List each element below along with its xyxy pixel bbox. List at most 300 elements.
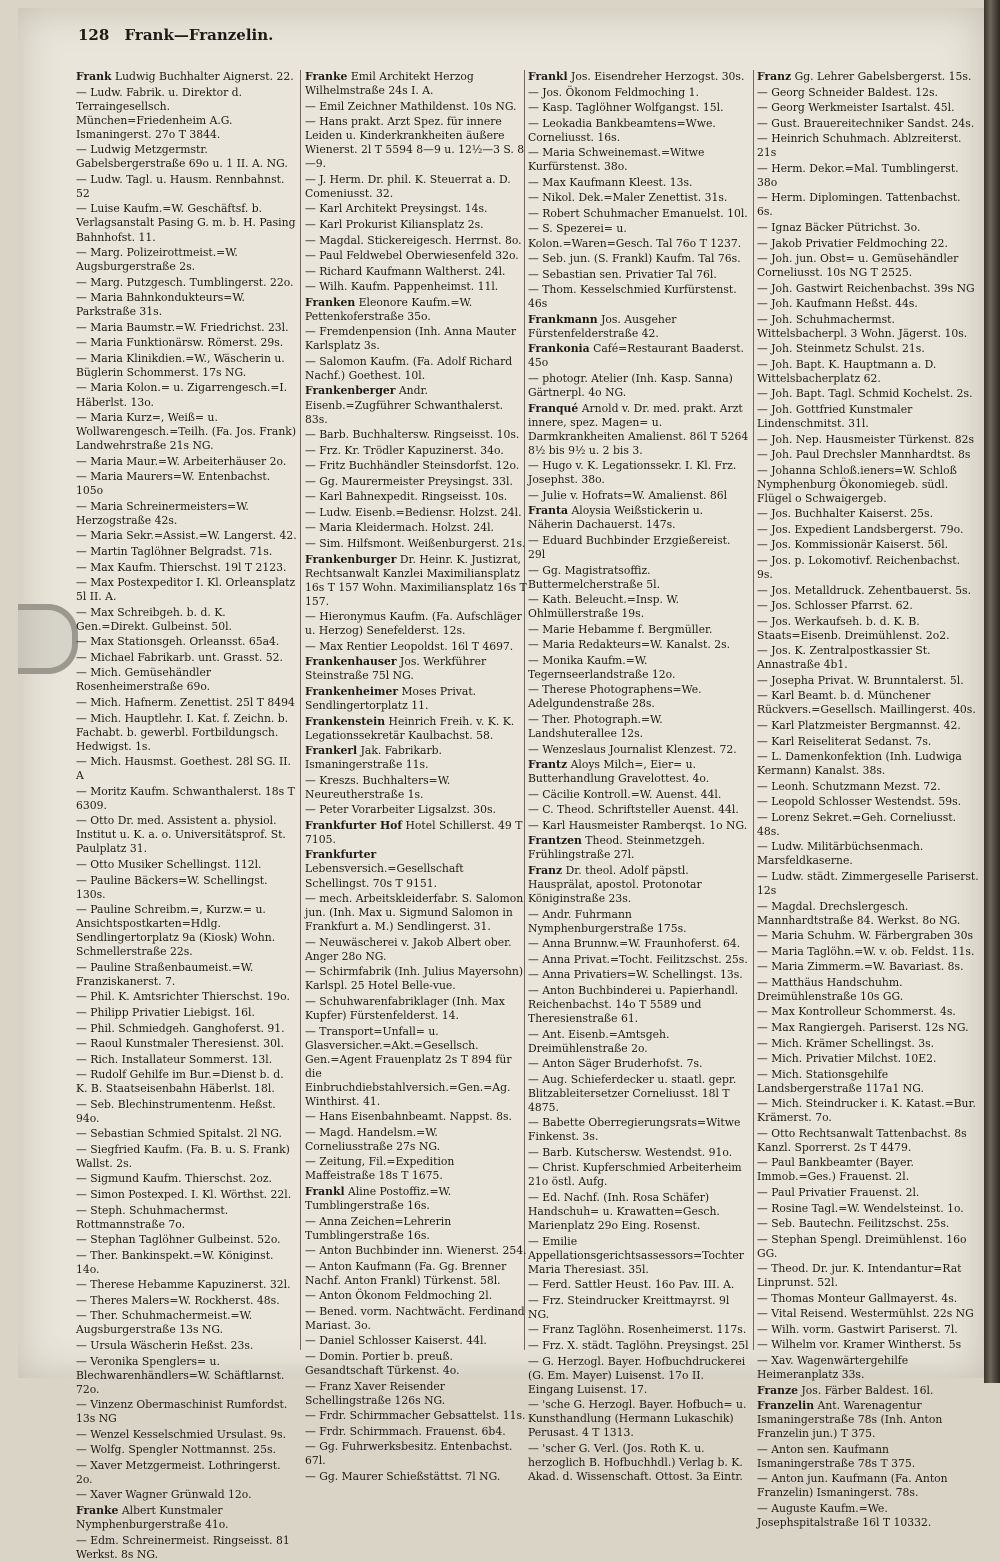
entry-text: — Matthäus Handschuhm. Dreimühlenstraße 10s GG. bbox=[757, 975, 904, 1003]
directory-entry bbox=[76, 411, 298, 453]
directory-entry bbox=[528, 1161, 750, 1189]
directory-entry bbox=[757, 101, 979, 115]
directory-entry bbox=[305, 1289, 527, 1303]
directory-entry bbox=[757, 674, 979, 688]
entry-text: — Maria Schweinemast.=Witwe Kurfürstenst. 38o. bbox=[528, 146, 705, 174]
page-number: 128 bbox=[78, 26, 110, 44]
entry-surname: Frankerl bbox=[305, 744, 358, 758]
entry-text: — Maria Kolon.= u. Zigarrengesch.=I. Häberlst. 13o. bbox=[76, 381, 288, 409]
entry-text: — Frdr. Schirmmacher Gebsattelst. 11s. bbox=[305, 1409, 526, 1423]
directory-entry bbox=[76, 1006, 298, 1020]
entry-surname: Frankenstein bbox=[305, 714, 386, 728]
directory-entry bbox=[76, 755, 298, 783]
column-3 bbox=[528, 70, 750, 1483]
entry-text: — Mich. Steindrucker i. K. Katast.=Bur. Krämerst. 7o. bbox=[757, 1097, 976, 1125]
directory-entry bbox=[757, 1354, 979, 1382]
column-divider bbox=[300, 70, 301, 1350]
directory-entry bbox=[305, 355, 527, 383]
entry-text: — Jos. Kommissionär Kaiserst. 56l. bbox=[757, 538, 949, 552]
entry-text: — Joh. Paul Drechsler Mannhardtst. 8s bbox=[757, 448, 971, 462]
directory-entry bbox=[305, 1126, 527, 1154]
directory-entry bbox=[76, 246, 298, 274]
entry-text: — Magdal. Stickereigesch. Herrnst. 8o. bbox=[305, 233, 522, 247]
entry-text: — Wilhelm vor. Kramer Wintherst. 5s bbox=[757, 1338, 962, 1352]
directory-entry bbox=[305, 1350, 527, 1378]
directory-entry bbox=[305, 1305, 527, 1333]
directory-entry bbox=[76, 576, 298, 604]
directory-entry bbox=[528, 459, 750, 487]
directory-entry bbox=[305, 1244, 527, 1258]
entry-text: Eleonore Kaufm.=W. Pettenkoferstraße 35o. bbox=[305, 295, 473, 323]
directory-entry bbox=[757, 1443, 979, 1471]
directory-entry bbox=[757, 1052, 979, 1066]
entry-text: — Maria Kurz=, Weiß= u. Wollwarengesch.=Teilh. (Fa. Jos. Frank) Landwehrstraße 21s NG. bbox=[76, 411, 297, 453]
directory-entry bbox=[757, 719, 979, 733]
directory-entry bbox=[76, 86, 298, 142]
directory-entry bbox=[757, 1156, 979, 1184]
entry-text: — Max Kaufm. Thierschst. 19l T 2123. bbox=[76, 560, 287, 574]
directory-entry bbox=[76, 1534, 298, 1562]
entry-text: — Jos. Schlosser Pfarrst. 62. bbox=[757, 599, 913, 613]
entry-text: — Neuwäscherei v. Jakob Albert ober. Anger 28o NG. bbox=[305, 935, 512, 963]
entry-text: — Sebastian Schmied Spitalst. 2l NG. bbox=[76, 1127, 282, 1141]
entry-text: — Aug. Schieferdecker u. staatl. gepr. Blitzableitersetzer Corneliusst. 18l T 4875. bbox=[528, 1072, 737, 1114]
entry-text: — S. Spezerei= u. Kolon.=Waren=Gesch. Tal 76o T 1237. bbox=[528, 222, 742, 250]
directory-entry bbox=[305, 384, 527, 426]
entry-text: — Vital Reisend. Westermühlst. 22s NG bbox=[757, 1307, 974, 1321]
entry-text: — J. Herm. Dr. phil. K. Steuerrat a. D. Comeniusst. 32. bbox=[305, 172, 511, 200]
directory-entry bbox=[76, 455, 298, 469]
directory-entry bbox=[757, 811, 979, 839]
directory-entry bbox=[305, 655, 527, 683]
directory-entry bbox=[528, 593, 750, 621]
entry-text: — Mich. Krämer Schellingst. 3s. bbox=[757, 1036, 935, 1050]
directory-entry bbox=[757, 1323, 979, 1337]
directory-entry bbox=[757, 780, 979, 794]
entry-text: — Marg. Polizeirottmeist.=W. Augsburgerstraße 2s. bbox=[76, 246, 238, 274]
directory-entry bbox=[305, 459, 527, 473]
entry-text: — Rosine Tagl.=W. Wendelsteinst. 1o. bbox=[757, 1201, 964, 1215]
entry-text: — Emil Zeichner Mathildenst. 10s NG. bbox=[305, 99, 517, 113]
directory-entry bbox=[528, 1028, 750, 1056]
entry-text: — Frz. X. städt. Taglöhn. Preysingst. 25l bbox=[528, 1338, 749, 1352]
entry-text: — 'sche G. Herzogl. Bayer. Hofbuch= u. Kunsthandlung (Hermann Lukaschik) Perusast. 4 T 1313. bbox=[528, 1398, 747, 1440]
entry-text: — Transport=Unfall= u. Glasversicher.=Akt.=Gesellsch. Gen.=Agent Frauenplatz 2s T 894 für die Einbruchdiebstahlversich.=Gen.=Ag. Winthirst. 41. bbox=[305, 1024, 512, 1108]
entry-text: — Gg. Fuhrwerksbesitz. Entenbachst. 67l. bbox=[305, 1440, 513, 1468]
entry-text: — Joh. Bapt. Tagl. Schmid Kochelst. 2s. bbox=[757, 387, 973, 401]
entry-text: — Cäcilie Kontroll.=W. Auenst. 44l. bbox=[528, 787, 722, 801]
entry-text: — Karl Hausmeister Ramberqst. 1o NG. bbox=[528, 818, 748, 832]
entry-text: — Ludw. Fabrik. u. Direktor d. Terraingesellsch. München=Friedenheim A.G. Ismaningerst. 27o T 3844. bbox=[76, 85, 243, 141]
directory-entry bbox=[757, 1262, 979, 1290]
directory-entry bbox=[528, 1294, 750, 1322]
directory-entry bbox=[305, 280, 527, 294]
entry-text: — Maria Maur.=W. Arbeiterhäuser 2o. bbox=[76, 454, 287, 468]
directory-entry bbox=[305, 70, 527, 98]
entry-surname: Franken bbox=[305, 295, 356, 309]
directory-entry bbox=[305, 249, 527, 263]
directory-entry bbox=[76, 173, 298, 201]
entry-text: — Maria Redakteurs=W. Kanalst. 2s. bbox=[528, 638, 731, 652]
entry-text: — Pauline Straßenbaumeist.=W. Franziskanerst. 7. bbox=[76, 960, 254, 988]
directory-entry bbox=[76, 1294, 298, 1308]
directory-entry bbox=[528, 1278, 750, 1292]
directory-entry bbox=[757, 162, 979, 190]
directory-entry bbox=[757, 448, 979, 462]
entry-text: — Max Stationsgeh. Orleansst. 65a4. bbox=[76, 635, 280, 649]
entry-text: — Thomas Monteur Gallmayerst. 4s. bbox=[757, 1291, 958, 1305]
entry-text: — Monika Kaufm.=W. Tegernseerlandstraße 12o. bbox=[528, 653, 676, 681]
directory-entry bbox=[757, 1037, 979, 1051]
directory-entry bbox=[757, 945, 979, 959]
directory-entry bbox=[305, 640, 527, 654]
directory-entry bbox=[305, 1470, 527, 1484]
entry-text: Gg. Lehrer Gabelsbergerst. 15s. bbox=[794, 70, 972, 83]
directory-entry bbox=[76, 1204, 298, 1232]
directory-entry bbox=[528, 534, 750, 562]
directory-entry bbox=[305, 965, 527, 993]
entry-text: — Fritz Buchhändler Steinsdorfst. 12o. bbox=[305, 459, 520, 473]
entry-text: — Mich. Hauptlehr. I. Kat. f. Zeichn. b. Fachabt. b. gewerbl. Fortbildungsch. Hedwigst. 1s. bbox=[76, 711, 289, 753]
entry-text: — Maria Baumstr.=W. Friedrichst. 23l. bbox=[76, 320, 289, 334]
entry-text: — Therese Hebamme Kapuzinerst. 32l. bbox=[76, 1278, 291, 1292]
entry-text: — Jos. Ökonom Feldmoching 1. bbox=[528, 85, 699, 99]
directory-entry bbox=[305, 537, 527, 551]
entry-text: — Gg. Maurer Schießstättst. 7l NG. bbox=[305, 1469, 501, 1483]
entry-text: Jos. Eisendreher Herzogst. 30s. bbox=[571, 70, 745, 83]
directory-entry bbox=[76, 1188, 298, 1202]
entry-text: — C. Theod. Schriftsteller Auenst. 44l. bbox=[528, 803, 739, 817]
directory-entry bbox=[528, 268, 750, 282]
entry-surname: Frankenberger bbox=[305, 384, 396, 398]
directory-entry bbox=[305, 325, 527, 353]
directory-entry bbox=[757, 342, 979, 356]
directory-entry bbox=[757, 252, 979, 280]
entry-surname: Franzelin bbox=[757, 1399, 815, 1413]
directory-entry bbox=[528, 1339, 750, 1353]
entry-text: — Fremdenpension (Inh. Anna Mauter Karlsplatz 3s. bbox=[305, 325, 517, 353]
directory-entry bbox=[528, 1073, 750, 1115]
entry-text: Andr. Eisenb.=Zugführer Schwanthalerst. 83s. bbox=[305, 384, 504, 426]
directory-entry bbox=[528, 176, 750, 190]
directory-entry bbox=[76, 70, 298, 84]
directory-entry bbox=[305, 265, 527, 279]
entry-text: — Rudolf Gehilfe im Bur.=Dienst b. d. K. B. Staatseisenbahn Häberlst. 18l. bbox=[76, 1068, 284, 1096]
directory-entry bbox=[76, 1127, 298, 1141]
entry-text: — Jos. p. Lokomotivf. Reichenbachst. 9s. bbox=[757, 554, 961, 582]
entry-text: — Hans Eisenbahnbeamt. Nappst. 8s. bbox=[305, 1110, 512, 1124]
directory-entry bbox=[528, 758, 750, 786]
directory-entry bbox=[305, 1185, 527, 1213]
entry-text: Albert Kunstmaler Nymphenburgerstraße 41o. bbox=[76, 1504, 229, 1532]
directory-entry bbox=[528, 1355, 750, 1397]
entry-text: — photogr. Atelier (Inh. Kasp. Sanna) Gärtnerpl. 4o NG. bbox=[528, 371, 733, 399]
entry-text: — Paul Privatier Frauenst. 2l. bbox=[757, 1185, 920, 1199]
entry-text: — Sigmund Kaufm. Thierschst. 2oz. bbox=[76, 1172, 272, 1186]
directory-entry bbox=[76, 1488, 298, 1502]
entry-text: Theod. Steinmetzgeh. Frühlingstraße 27l. bbox=[528, 834, 705, 862]
entry-text: — Julie v. Hofrats=W. Amalienst. 86l bbox=[528, 488, 728, 502]
entry-text: — Anton Kaufmann (Fa. Gg. Brenner Nachf. Anton Frankl) Türkenst. 58l. bbox=[305, 1259, 507, 1287]
entry-text: — Max Kontrolleur Schommerst. 4s. bbox=[757, 1005, 956, 1019]
entry-text: — Joh. Bapt. K. Hauptmann a. D. Wittelsbacherplatz 62. bbox=[757, 357, 937, 385]
directory-entry bbox=[528, 222, 750, 250]
directory-entry bbox=[305, 115, 527, 171]
entry-text: — Phil. K. Amtsrichter Thierschst. 19o. bbox=[76, 990, 290, 1004]
entry-text: — Seb. Bautechn. Feilitzschst. 25s. bbox=[757, 1217, 950, 1231]
directory-entry bbox=[757, 1068, 979, 1096]
entry-surname: Frankenhauser bbox=[305, 655, 397, 669]
directory-entry bbox=[528, 1191, 750, 1233]
directory-entry bbox=[76, 606, 298, 634]
directory-entry bbox=[528, 252, 750, 266]
directory-entry bbox=[76, 291, 298, 319]
entry-text: — Ther. Photograph.=W. Landshuterallee 12s. bbox=[528, 713, 663, 741]
entry-text: — Leopold Schlosser Westendst. 59s. bbox=[757, 795, 962, 809]
directory-entry bbox=[305, 803, 527, 817]
directory-entry bbox=[305, 428, 527, 442]
directory-entry bbox=[528, 117, 750, 145]
directory-entry bbox=[76, 1249, 298, 1277]
entry-text: — Gg. Magistratsoffiz. Buttermelcherstraße 5l. bbox=[528, 563, 661, 591]
directory-entry bbox=[76, 712, 298, 754]
directory-entry bbox=[305, 1425, 527, 1439]
entry-text: — Maria Bahnkondukteurs=W. Parkstraße 31s. bbox=[76, 291, 245, 319]
directory-entry bbox=[305, 685, 527, 713]
directory-entry bbox=[76, 1504, 298, 1532]
directory-entry bbox=[757, 464, 979, 506]
entry-text: Café=Restaurant Baaderst. 45o bbox=[528, 342, 744, 370]
directory-entry bbox=[76, 352, 298, 380]
directory-entry bbox=[528, 564, 750, 592]
entry-text: — Kath. Beleucht.=Insp. W. Ohlmüllerstraße 19s. bbox=[528, 593, 680, 621]
directory-entry bbox=[305, 819, 527, 847]
entry-text: — Paul Bankbeamter (Bayer. Immob.=Ges.) Frauenst. 2l. bbox=[757, 1156, 914, 1184]
entry-text: — Peter Vorarbeiter Ligsalzst. 30s. bbox=[305, 803, 496, 817]
entry-text: — Andr. Fuhrmann Nymphenburgerstraße 175s. bbox=[528, 907, 687, 935]
entry-text: — Theod. Dr. jur. K. Intendantur=Rat Linprunst. 52l. bbox=[757, 1262, 962, 1290]
entry-text: — Ferd. Sattler Heust. 16o Pav. III. A. bbox=[528, 1278, 735, 1292]
entry-text: — Wilh. vorm. Gastwirt Pariserst. 7l. bbox=[757, 1322, 958, 1336]
directory-entry bbox=[305, 202, 527, 216]
entry-surname: Frankenburger bbox=[305, 552, 397, 566]
directory-entry bbox=[76, 1053, 298, 1067]
entry-text: — Mich. Stationsgehilfe Landsbergerstraße 117a1 NG. bbox=[757, 1067, 924, 1095]
entry-text: — Ignaz Bäcker Pütrichst. 3o. bbox=[757, 220, 921, 234]
directory-entry bbox=[528, 953, 750, 967]
entry-text: — Barb. Buchhaltersw. Ringseisst. 10s. bbox=[305, 428, 520, 442]
entry-text: — Theres Malers=W. Rockherst. 48s. bbox=[76, 1293, 280, 1307]
entry-text: — Ludw. städt. Zimmergeselle Pariserst. 12s bbox=[757, 869, 979, 898]
directory-entry bbox=[757, 599, 979, 613]
directory-entry bbox=[305, 444, 527, 458]
directory-entry bbox=[757, 1384, 979, 1398]
directory-entry bbox=[528, 834, 750, 862]
entry-text: — Sebastian sen. Privatier Tal 76l. bbox=[528, 267, 717, 281]
directory-entry bbox=[76, 500, 298, 528]
directory-entry bbox=[305, 610, 527, 638]
page-header bbox=[78, 26, 978, 48]
directory-entry bbox=[305, 892, 527, 934]
entry-text: — Leonh. Schutzmann Mezst. 72. bbox=[757, 779, 941, 793]
entry-text: — Frdr. Schirmmach. Frauenst. 6b4. bbox=[305, 1424, 506, 1438]
entry-text: — Max Kaufmann Kleest. 13s. bbox=[528, 175, 693, 189]
directory-entry bbox=[757, 1202, 979, 1216]
directory-entry bbox=[528, 1146, 750, 1160]
directory-entry bbox=[305, 1110, 527, 1124]
directory-entry bbox=[305, 475, 527, 489]
directory-entry bbox=[757, 750, 979, 778]
entry-text: — Anna Privat.=Tocht. Feilitzschst. 25s. bbox=[528, 952, 748, 966]
entry-text: — Daniel Schlosser Kaiserst. 44l. bbox=[305, 1334, 487, 1348]
entry-text: — Anton Buchbinderei u. Papierhandl. Reichenbachst. 14o T 5589 und Theresienstraße 61. bbox=[528, 983, 739, 1025]
entry-text: — Xaver Metzgermeist. Lothringerst. 2o. bbox=[76, 1458, 281, 1486]
directory-entry bbox=[528, 101, 750, 115]
entry-text: — Jos. Metalldruck. Zehentbauerst. 5s. bbox=[757, 583, 972, 597]
directory-entry bbox=[305, 1409, 527, 1423]
directory-entry bbox=[76, 1355, 298, 1397]
directory-entry bbox=[76, 561, 298, 575]
directory-entry bbox=[528, 984, 750, 1026]
directory-entry bbox=[305, 1380, 527, 1408]
directory-entry bbox=[76, 336, 298, 350]
entry-text: — Max Postexpeditor I. Kl. Orleansplatz 5l II. A. bbox=[76, 576, 296, 604]
directory-entry bbox=[305, 1155, 527, 1183]
directory-entry bbox=[528, 864, 750, 906]
directory-entry bbox=[528, 1398, 750, 1440]
entry-text: — Joh. jun. Obst= u. Gemüsehändler Corneliusst. 10s NG T 2525. bbox=[757, 252, 959, 280]
directory-entry bbox=[528, 1235, 750, 1277]
directory-entry bbox=[528, 623, 750, 637]
directory-entry bbox=[305, 490, 527, 504]
directory-entry bbox=[757, 1307, 979, 1321]
directory-entry bbox=[528, 683, 750, 711]
entry-text: — Martin Taglöhner Belgradst. 71s. bbox=[76, 545, 273, 558]
directory-entry bbox=[757, 433, 979, 447]
entry-text: Moses Privat. Sendlingertorplatz 11. bbox=[305, 684, 477, 712]
entry-text: — Moritz Kaufm. Schwanthalerst. 18s T 6309. bbox=[76, 784, 295, 812]
entry-text: — Schuhwarenfabriklager (Inh. Max Kupfer) Fürstenfelderst. 14. bbox=[305, 994, 505, 1022]
entry-text: Aloysia Weißstickerin u. Näherin Dachauerst. 147s. bbox=[528, 504, 704, 532]
directory-entry bbox=[757, 132, 979, 160]
entry-text: — Wilh. Kaufm. Pappenheimst. 11l. bbox=[305, 280, 499, 294]
directory-entry bbox=[76, 470, 298, 498]
directory-entry bbox=[757, 689, 979, 717]
entry-text: — Karl Platzmeister Bergmannst. 42. bbox=[757, 719, 961, 733]
entry-text: — Anton jun. Kaufmann (Fa. Anton Franzelin) Ismaningerst. 78s. bbox=[757, 1472, 948, 1500]
entry-text: — Gg. Maurermeister Preysingst. 33l. bbox=[305, 474, 513, 488]
directory-entry bbox=[757, 960, 979, 974]
directory-entry bbox=[305, 521, 527, 535]
entry-surname: Frankenheimer bbox=[305, 684, 399, 698]
directory-entry bbox=[528, 713, 750, 741]
directory-entry bbox=[757, 86, 979, 100]
entry-text: — Nikol. Dek.=Maler Zenettist. 31s. bbox=[528, 191, 728, 205]
entry-text: — Pauline Schreibm.=, Kurzw.= u. Ansichtspostkarten=Hdlg. Sendlingertorplatz 9a (Kiosk) Wohn. Schmellerstraße 22s. bbox=[76, 903, 276, 959]
directory-entry bbox=[305, 553, 527, 609]
entry-text: — Lorenz Sekret.=Geh. Corneliusst. 48s. bbox=[757, 810, 957, 838]
entry-text: Dr. theol. Adolf päpstl. Hausprälat, apostol. Protonotar Königinstraße 23s. bbox=[528, 863, 702, 906]
entry-text: — Georg Schneider Baldest. 12s. bbox=[757, 85, 938, 99]
column-2 bbox=[305, 70, 527, 1483]
directory-entry bbox=[757, 554, 979, 582]
entry-text: Aloys Milch=, Eier= u. Butterhandlung Gravelottest. 4o. bbox=[528, 758, 710, 786]
entry-text: — Mich. Hafnerm. Zenettist. 25l T 8494 bbox=[76, 695, 295, 709]
directory-entry bbox=[528, 313, 750, 341]
entry-surname: Frank bbox=[76, 70, 112, 83]
entry-text: — Joh. Gottfried Kunstmaler Lindenschmitst. 31l. bbox=[757, 403, 913, 431]
directory-entry bbox=[757, 1399, 979, 1441]
entry-text: — Joh. Schuhmachermst. Wittelsbacherpl. 3 Wohn. Jägerst. 10s. bbox=[757, 312, 968, 340]
directory-entry bbox=[76, 545, 298, 559]
entry-text: — Anna Brunnw.=W. Fraunhoferst. 64. bbox=[528, 937, 741, 951]
directory-entry bbox=[305, 995, 527, 1023]
directory-entry bbox=[757, 976, 979, 1004]
entry-text: — Karl Beamt. b. d. Münchener Rückvers.=Gesellsch. Maillingerst. 40s. bbox=[757, 689, 976, 717]
entry-text: Jos. Färber Baldest. 16l. bbox=[801, 1383, 934, 1397]
entry-surname: Frankonia bbox=[528, 342, 590, 356]
directory-entry bbox=[528, 342, 750, 370]
entry-text: — Christ. Kupferschmied Arbeiterheim 21o östl. Aufg. bbox=[528, 1161, 742, 1189]
entry-text: — Thom. Kesselschmied Kurfürstenst. 46s bbox=[528, 283, 737, 311]
entry-text: — G. Herzogl. Bayer. Hofbuchdruckerei (G. Em. Mayer) Luisenst. 17o II. Eingang Luisenst. 17. bbox=[528, 1354, 746, 1396]
entry-surname: Franke bbox=[305, 70, 348, 83]
entry-text: — Phil. Schmiedgeh. Ganghoferst. 91. bbox=[76, 1021, 285, 1035]
directory-entry bbox=[757, 644, 979, 672]
directory-entry bbox=[76, 1098, 298, 1126]
column-divider bbox=[753, 70, 754, 1350]
entry-text: — Siegfried Kaufm. (Fa. B. u. S. Frank) Wallst. 2s. bbox=[76, 1142, 290, 1170]
entry-text: — Frz. Kr. Trödler Kapuzinerst. 34o. bbox=[305, 443, 504, 457]
directory-entry bbox=[757, 900, 979, 928]
entry-text: — Otto Dr. med. Assistent a. physiol. Institut u. K. a. o. Universitätsprof. St. Paulplatz 31. bbox=[76, 814, 286, 856]
entry-text: Arnold v. Dr. med. prakt. Arzt innere, spez. Magen= u. Darmkrankheiten Amalienst. 86l T 5264 8½ bis 9½ u. 2 bis 3. bbox=[528, 401, 749, 457]
directory-entry bbox=[305, 1334, 527, 1348]
directory-entry bbox=[76, 1022, 298, 1036]
entry-text: — Pauline Bäckers=W. Schellingst. 130s. bbox=[76, 873, 268, 901]
entry-text: — Jos. Buchhalter Kaiserst. 25s. bbox=[757, 507, 934, 521]
entry-text: — Jos. Expedient Landsbergerst. 79o. bbox=[757, 522, 964, 536]
entry-surname: Frankmann bbox=[528, 312, 598, 326]
entry-text: — Josepha Privat. W. Brunntalerst. 5l. bbox=[757, 673, 964, 687]
directory-entry bbox=[76, 785, 298, 813]
directory-entry bbox=[528, 654, 750, 682]
entry-text: — Raoul Kunstmaler Theresienst. 30l. bbox=[76, 1037, 284, 1051]
paper-clip-icon bbox=[18, 604, 78, 674]
directory-entry bbox=[528, 70, 750, 84]
entry-text: — Franz Xaver Reisender Schellingstraße 126s NG. bbox=[305, 1379, 446, 1407]
entry-text: — Michael Fabrikarb. unt. Grasst. 52. bbox=[76, 650, 283, 664]
directory-entry bbox=[528, 1323, 750, 1337]
entry-text: — Luise Kaufm.=W. Geschäftsf. b. Verlagsanstalt Pasing G. m. b. H. Pasing Bahnhofst. 11. bbox=[76, 202, 296, 244]
directory-entry bbox=[76, 1037, 298, 1051]
directory-entry bbox=[528, 283, 750, 311]
directory-entry bbox=[76, 529, 298, 543]
directory-entry bbox=[528, 908, 750, 936]
directory-entry bbox=[757, 1292, 979, 1306]
directory-entry bbox=[76, 1172, 298, 1186]
entry-text: — Hans prakt. Arzt Spez. für innere Leiden u. Kinderkrankheiten äußere Wienerst. 2l T 5594 8—9 u. 12½—3 S. 8—9. bbox=[305, 115, 525, 171]
entry-text: — Joh. Kaufmann Heßst. 44s. bbox=[757, 297, 918, 311]
entry-text: — Jos. K. Zentralpostkassier St. Annastraße 4b1. bbox=[757, 644, 931, 672]
directory-entry bbox=[757, 1127, 979, 1155]
entry-text: — Babette Oberregierungsrats=Witwe Finkenst. 3s. bbox=[528, 1116, 741, 1144]
directory-entry bbox=[528, 968, 750, 982]
entry-text: — Max Rangiergeh. Pariserst. 12s NG. bbox=[757, 1020, 969, 1034]
entry-text: — Xaver Wagner Grünwald 12o. bbox=[76, 1488, 252, 1502]
entry-surname: Frankl bbox=[305, 1185, 345, 1199]
directory-entry bbox=[305, 1260, 527, 1288]
